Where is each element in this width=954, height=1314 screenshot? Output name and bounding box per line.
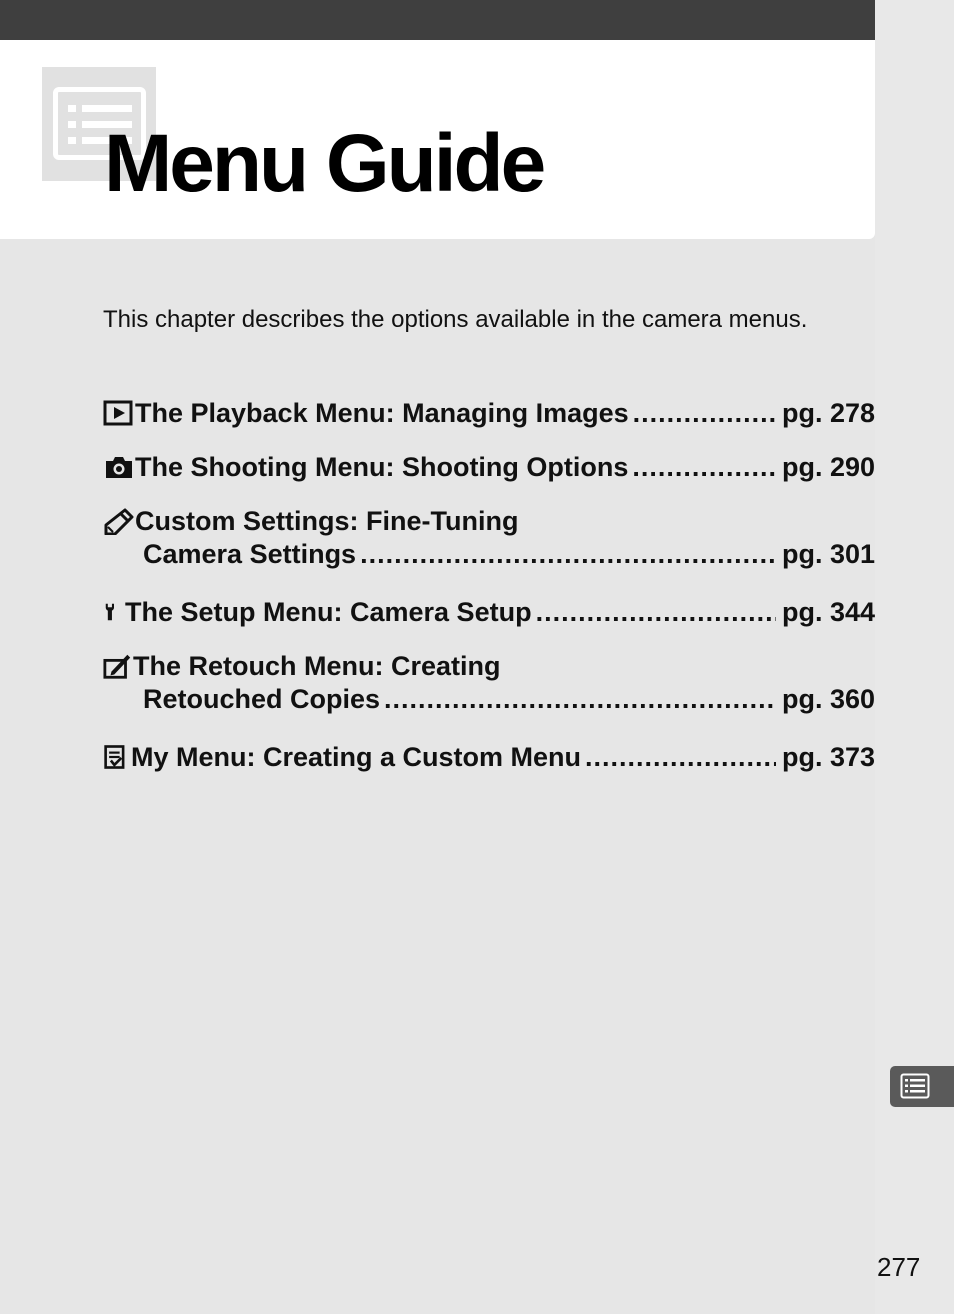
toc-entry-playback[interactable] bbox=[103, 394, 875, 431]
toc-page-ref[interactable]: pg. 373 bbox=[781, 742, 875, 772]
toc-page-ref[interactable]: pg. 344 bbox=[781, 597, 875, 627]
toc-page-ref[interactable]: pg. 360 bbox=[781, 684, 875, 714]
toc-leader bbox=[384, 684, 776, 715]
toc-leader bbox=[633, 398, 776, 429]
camera-icon bbox=[103, 453, 135, 481]
toc-leader bbox=[536, 597, 776, 628]
toc-entry-my-menu[interactable] bbox=[103, 738, 875, 775]
toc-page-ref[interactable]: pg. 301 bbox=[781, 539, 875, 569]
toc-title: The Playback Menu: Managing Images bbox=[135, 398, 629, 428]
toc-entry-shooting[interactable] bbox=[103, 448, 875, 485]
toc-leader bbox=[360, 539, 776, 570]
toc-page-ref[interactable]: pg. 290 bbox=[781, 452, 875, 482]
toc-title: The Setup Menu: Camera Setup bbox=[125, 597, 532, 627]
toc-entry-setup[interactable] bbox=[103, 593, 875, 630]
page-margin-strip bbox=[875, 0, 954, 1314]
retouch-icon bbox=[103, 652, 133, 680]
toc-entry-custom-settings[interactable] bbox=[103, 502, 875, 576]
toc-title: Custom Settings: Fine-Tuning bbox=[135, 506, 519, 536]
toc-title: The Retouch Menu: Creating bbox=[133, 651, 501, 681]
toc-title: My Menu: Creating a Custom Menu bbox=[131, 742, 582, 772]
toc-leader bbox=[632, 452, 776, 483]
toc-entry-retouch[interactable] bbox=[103, 647, 875, 721]
chapter-tab[interactable] bbox=[890, 1066, 954, 1107]
my-menu-icon bbox=[103, 743, 131, 771]
top-bar bbox=[0, 0, 875, 40]
toc-title: The Shooting Menu: Shooting Options bbox=[135, 452, 629, 482]
pencil-icon bbox=[103, 507, 135, 535]
page-title: Menu Guide bbox=[104, 118, 544, 209]
toc-page-ref[interactable]: pg. 278 bbox=[781, 398, 875, 428]
toc-title-continued: Retouched Copies bbox=[143, 684, 381, 714]
playback-icon bbox=[103, 399, 135, 427]
chapter-intro: This chapter describes the options available in the camera menus. bbox=[103, 306, 808, 333]
page-number: 277 bbox=[877, 1252, 921, 1282]
menu-list-icon bbox=[900, 1073, 930, 1099]
toc-leader bbox=[585, 742, 776, 773]
wrench-icon bbox=[103, 598, 125, 626]
toc-title-continued: Camera Settings bbox=[143, 539, 357, 569]
